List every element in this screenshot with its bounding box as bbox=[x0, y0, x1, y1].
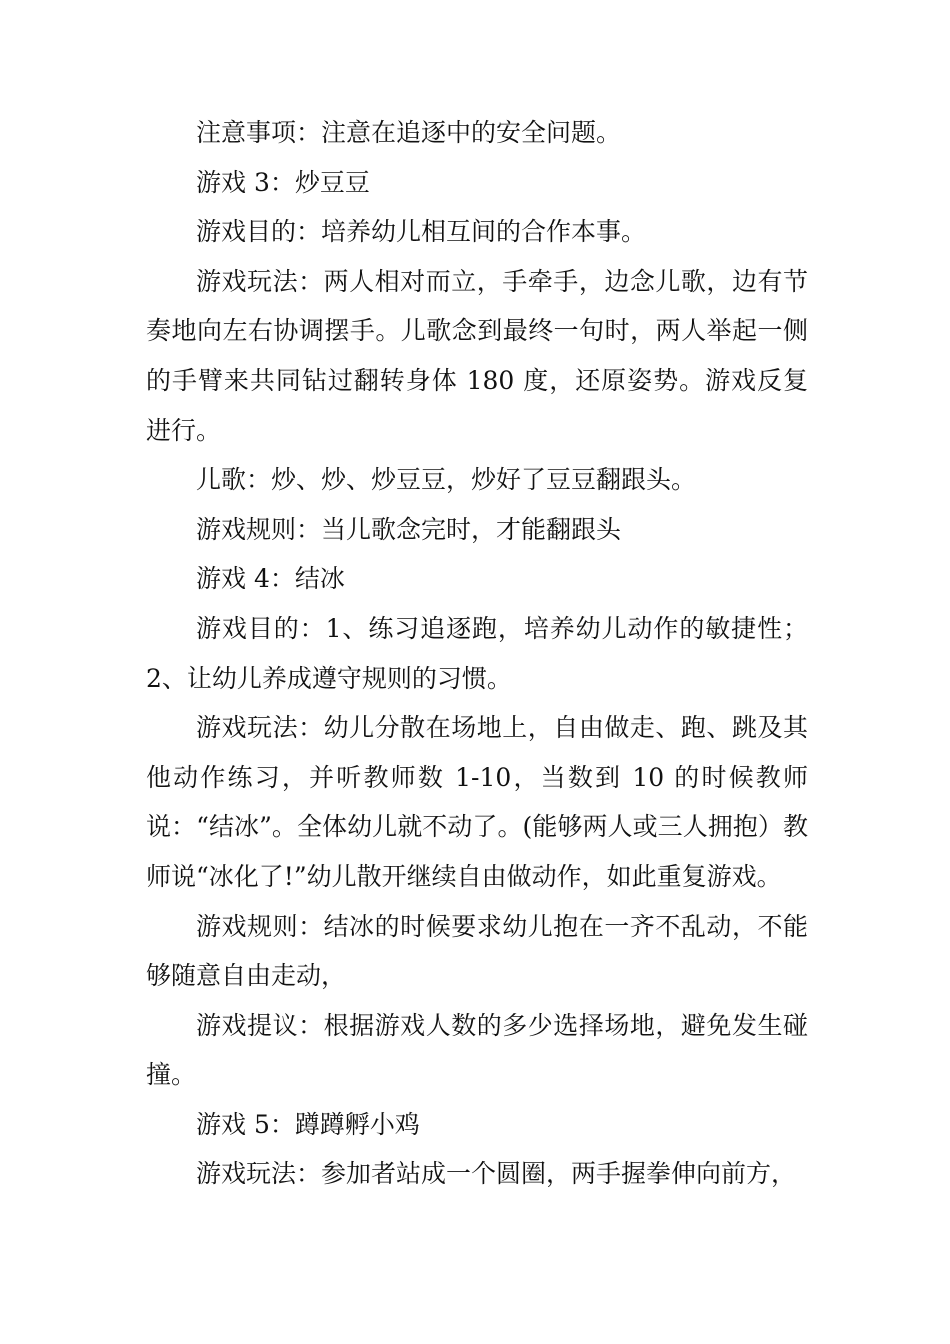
paragraph-game-3-rhyme: 儿歌：炒、炒、炒豆豆，炒好了豆豆翻跟头。 bbox=[196, 465, 697, 495]
paragraph-game-4-goal: 游戏目的：1、练习追逐跑，培养幼儿动作的敏捷性；2、让幼儿养成遵守规则的习惯。 bbox=[146, 613, 808, 693]
paragraph-game-4-rules: 游戏规则：结冰的时候要求幼儿抱在一齐不乱动，不能够随意自由走动， bbox=[146, 911, 808, 991]
paragraph-game-3-rules: 游戏规则：当儿歌念完时，才能翻跟头 bbox=[196, 514, 622, 544]
document-body bbox=[146, 108, 808, 1199]
heading-game-4: 游戏 4：结冰 bbox=[196, 564, 345, 594]
paragraph-game-4-suggestion: 游戏提议：根据游戏人数的多少选择场地，避免发生碰撞。 bbox=[146, 1010, 808, 1090]
paragraph-game-4-play: 游戏玩法：幼儿分散在场地上，自由做走、跑、跳及其他动作练习，并听教师数 1-10，当数到 10 的时候教师说：“结冰”。全体幼儿就不动了。(能够两人或三人拥抱）教师说“冰化了!”幼儿散开继续自由做动作，如此重复游戏。 bbox=[146, 713, 808, 891]
paragraph-game-3-play: 游戏玩法：两人相对而立，手牵手，边念儿歌，边有节奏地向左右协调摆手。儿歌念到最终一句时，两人举起一侧的手臂来共同钻过翻转身体 180 度，还原姿势。游戏反复进行。 bbox=[146, 266, 808, 445]
paragraph-game-3-goal: 游戏目的：培养幼儿相互间的合作本事。 bbox=[196, 217, 647, 247]
paragraph-safety-note: 注意事项：注意在追逐中的安全问题。 bbox=[196, 118, 622, 147]
heading-game-3: 游戏 3：炒豆豆 bbox=[196, 167, 370, 197]
heading-game-5: 游戏 5：蹲蹲孵小鸡 bbox=[196, 1109, 420, 1139]
paragraph-game-5-play: 游戏玩法：参加者站成一个圆圈，两手握拳伸向前方， bbox=[196, 1159, 797, 1189]
